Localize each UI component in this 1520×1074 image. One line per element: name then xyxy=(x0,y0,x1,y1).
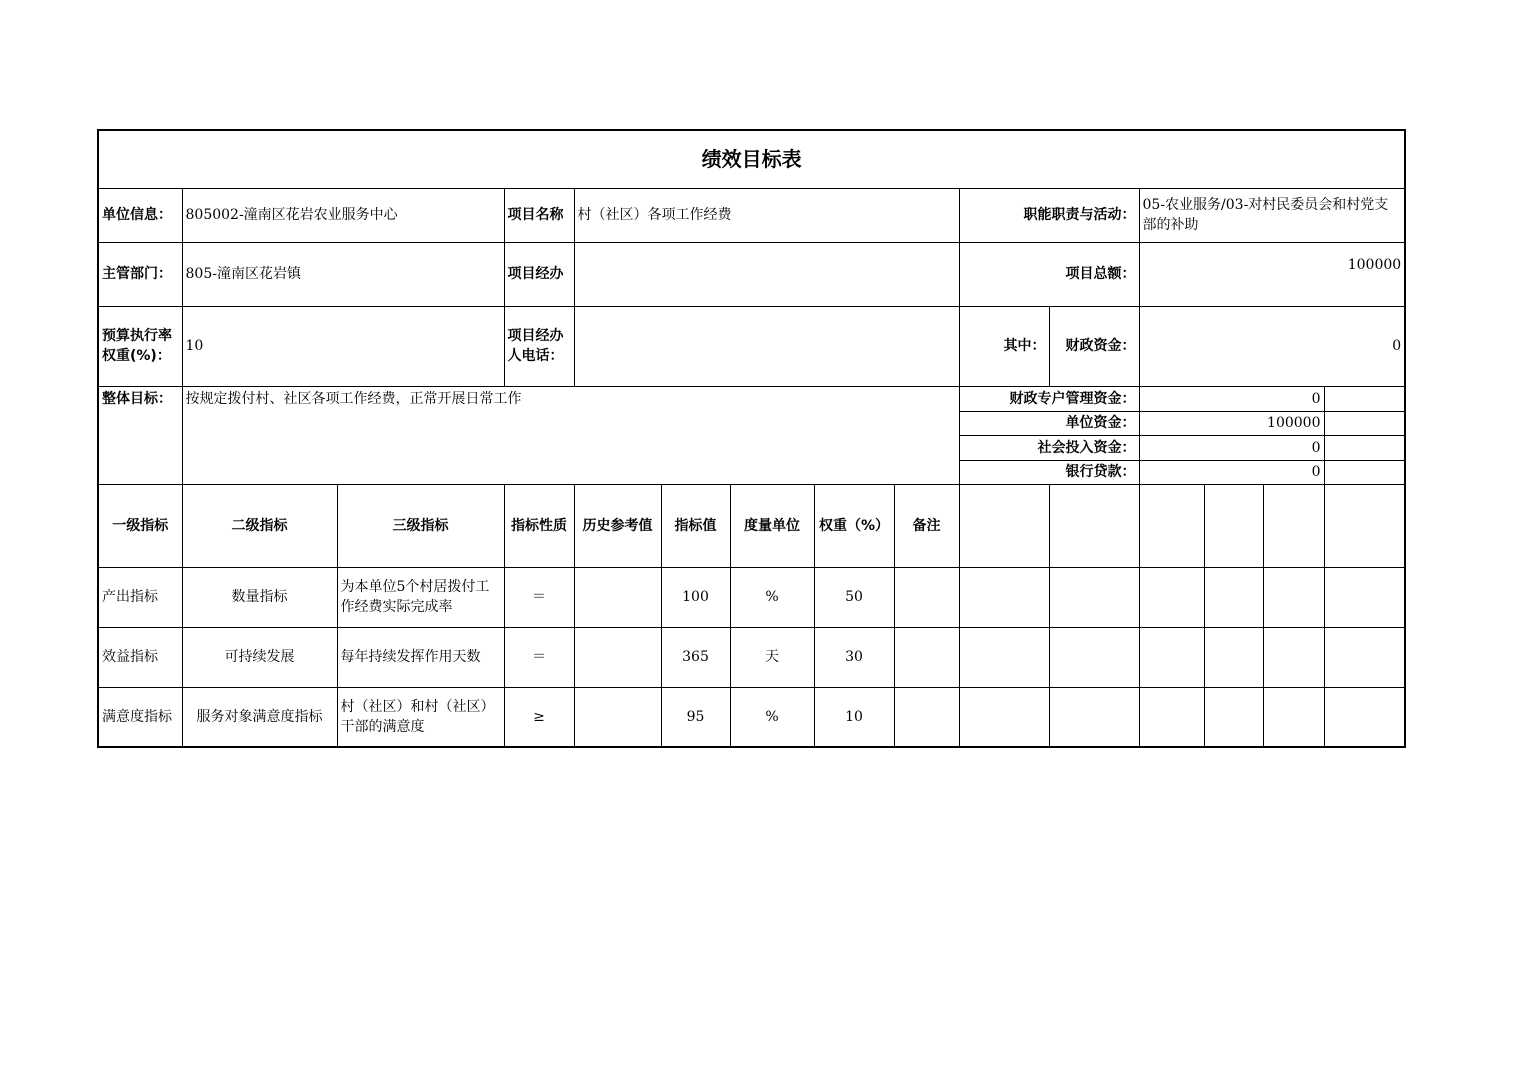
header-level2: 二级指标 xyxy=(182,484,337,567)
header-level3: 三级指标 xyxy=(337,484,504,567)
indicator-level2: 服务对象满意度指标 xyxy=(182,687,337,747)
indicator-level1: 效益指标 xyxy=(98,627,182,687)
empty-cell xyxy=(1263,567,1324,627)
empty-cell xyxy=(1324,411,1405,435)
total-label: 项目总额： xyxy=(959,242,1139,306)
handler-value xyxy=(574,242,959,306)
duty-label: 职能职责与活动： xyxy=(959,188,1139,242)
fiscal-fund-label: 财政资金： xyxy=(1049,306,1139,386)
header-note: 备注 xyxy=(894,484,959,567)
empty-cell xyxy=(1139,484,1204,567)
indicator-level1: 产出指标 xyxy=(98,567,182,627)
project-name-label: 项目名称 xyxy=(504,188,574,242)
table-title: 绩效目标表 xyxy=(98,130,1405,188)
empty-cell xyxy=(1204,627,1263,687)
indicator-note xyxy=(894,627,959,687)
indicator-nature: ≥ xyxy=(504,687,574,747)
empty-cell xyxy=(1204,687,1263,747)
unit-fund-label: 单位资金： xyxy=(959,411,1139,435)
bank-loan-label: 银行贷款： xyxy=(959,460,1139,484)
empty-cell xyxy=(1263,687,1324,747)
indicator-level3: 每年持续发挥作用天数 xyxy=(337,627,504,687)
bank-loan-value: 0 xyxy=(1139,460,1324,484)
unit-info-label: 单位信息： xyxy=(98,188,182,242)
empty-cell xyxy=(1324,567,1405,627)
indicator-weight: 10 xyxy=(814,687,894,747)
table-row xyxy=(98,687,1405,747)
indicator-nature: ＝ xyxy=(504,627,574,687)
handler-label: 项目经办 xyxy=(504,242,574,306)
project-name-value: 村（社区）各项工作经费 xyxy=(574,188,959,242)
empty-cell xyxy=(1263,627,1324,687)
header-weight: 权重（%） xyxy=(814,484,894,567)
indicator-level2: 可持续发展 xyxy=(182,627,337,687)
table-row xyxy=(98,567,1405,627)
empty-cell xyxy=(1139,627,1204,687)
indicator-unit: % xyxy=(730,687,814,747)
empty-cell xyxy=(1263,484,1324,567)
social-fund-value: 0 xyxy=(1139,435,1324,460)
empty-cell xyxy=(1139,567,1204,627)
indicator-value: 365 xyxy=(661,627,730,687)
header-value: 指标值 xyxy=(661,484,730,567)
empty-cell xyxy=(959,484,1049,567)
empty-cell xyxy=(1049,687,1139,747)
performance-target-table xyxy=(97,129,1406,748)
fiscal-fund-value: 0 xyxy=(1139,306,1405,386)
empty-cell xyxy=(1324,435,1405,460)
dept-label: 主管部门： xyxy=(98,242,182,306)
unit-info-value: 805002-潼南区花岩农业服务中心 xyxy=(182,188,504,242)
budget-weight-value: 10 xyxy=(182,306,504,386)
indicator-level3: 为本单位5个村居拨付工作经费实际完成率 xyxy=(337,567,504,627)
empty-cell xyxy=(1139,687,1204,747)
empty-cell xyxy=(1049,484,1139,567)
empty-cell xyxy=(1049,627,1139,687)
duty-value: 05-农业服务/03-对村民委员会和村党支部的补助 xyxy=(1139,188,1405,242)
handler-phone-label: 项目经办人电话： xyxy=(504,306,574,386)
indicator-note xyxy=(894,567,959,627)
indicator-history xyxy=(574,687,661,747)
empty-cell xyxy=(1204,567,1263,627)
empty-cell xyxy=(1204,484,1263,567)
overall-target-value: 按规定拨付村、社区各项工作经费，正常开展日常工作 xyxy=(182,386,959,484)
empty-cell xyxy=(959,687,1049,747)
dept-value: 805-潼南区花岩镇 xyxy=(182,242,504,306)
empty-cell xyxy=(959,627,1049,687)
empty-cell xyxy=(1324,687,1405,747)
indicator-level2: 数量指标 xyxy=(182,567,337,627)
empty-cell xyxy=(1324,460,1405,484)
indicator-note xyxy=(894,687,959,747)
table-row xyxy=(98,627,1405,687)
header-unit: 度量单位 xyxy=(730,484,814,567)
unit-fund-value: 100000 xyxy=(1139,411,1324,435)
empty-cell xyxy=(1049,567,1139,627)
empty-cell xyxy=(959,567,1049,627)
indicator-unit: 天 xyxy=(730,627,814,687)
indicator-level1: 满意度指标 xyxy=(98,687,182,747)
header-history: 历史参考值 xyxy=(574,484,661,567)
fiscal-special-value: 0 xyxy=(1139,386,1324,411)
social-fund-label: 社会投入资金： xyxy=(959,435,1139,460)
budget-weight-label: 预算执行率权重(%)： xyxy=(98,306,182,386)
indicator-unit: % xyxy=(730,567,814,627)
indicator-value: 100 xyxy=(661,567,730,627)
fiscal-special-label: 财政专户管理资金： xyxy=(959,386,1139,411)
indicator-weight: 50 xyxy=(814,567,894,627)
indicator-weight: 30 xyxy=(814,627,894,687)
header-nature: 指标性质 xyxy=(504,484,574,567)
handler-phone-value xyxy=(574,306,959,386)
overall-target-label: 整体目标： xyxy=(98,386,182,484)
of-which-label: 其中： xyxy=(959,306,1049,386)
indicator-history xyxy=(574,627,661,687)
empty-cell xyxy=(1324,484,1405,567)
empty-cell xyxy=(1324,627,1405,687)
header-level1: 一级指标 xyxy=(98,484,182,567)
indicator-value: 95 xyxy=(661,687,730,747)
indicator-nature: ＝ xyxy=(504,567,574,627)
indicator-history xyxy=(574,567,661,627)
indicator-level3: 村（社区）和村（社区）干部的满意度 xyxy=(337,687,504,747)
total-value: 100000 xyxy=(1139,242,1405,306)
empty-cell xyxy=(1324,386,1405,411)
